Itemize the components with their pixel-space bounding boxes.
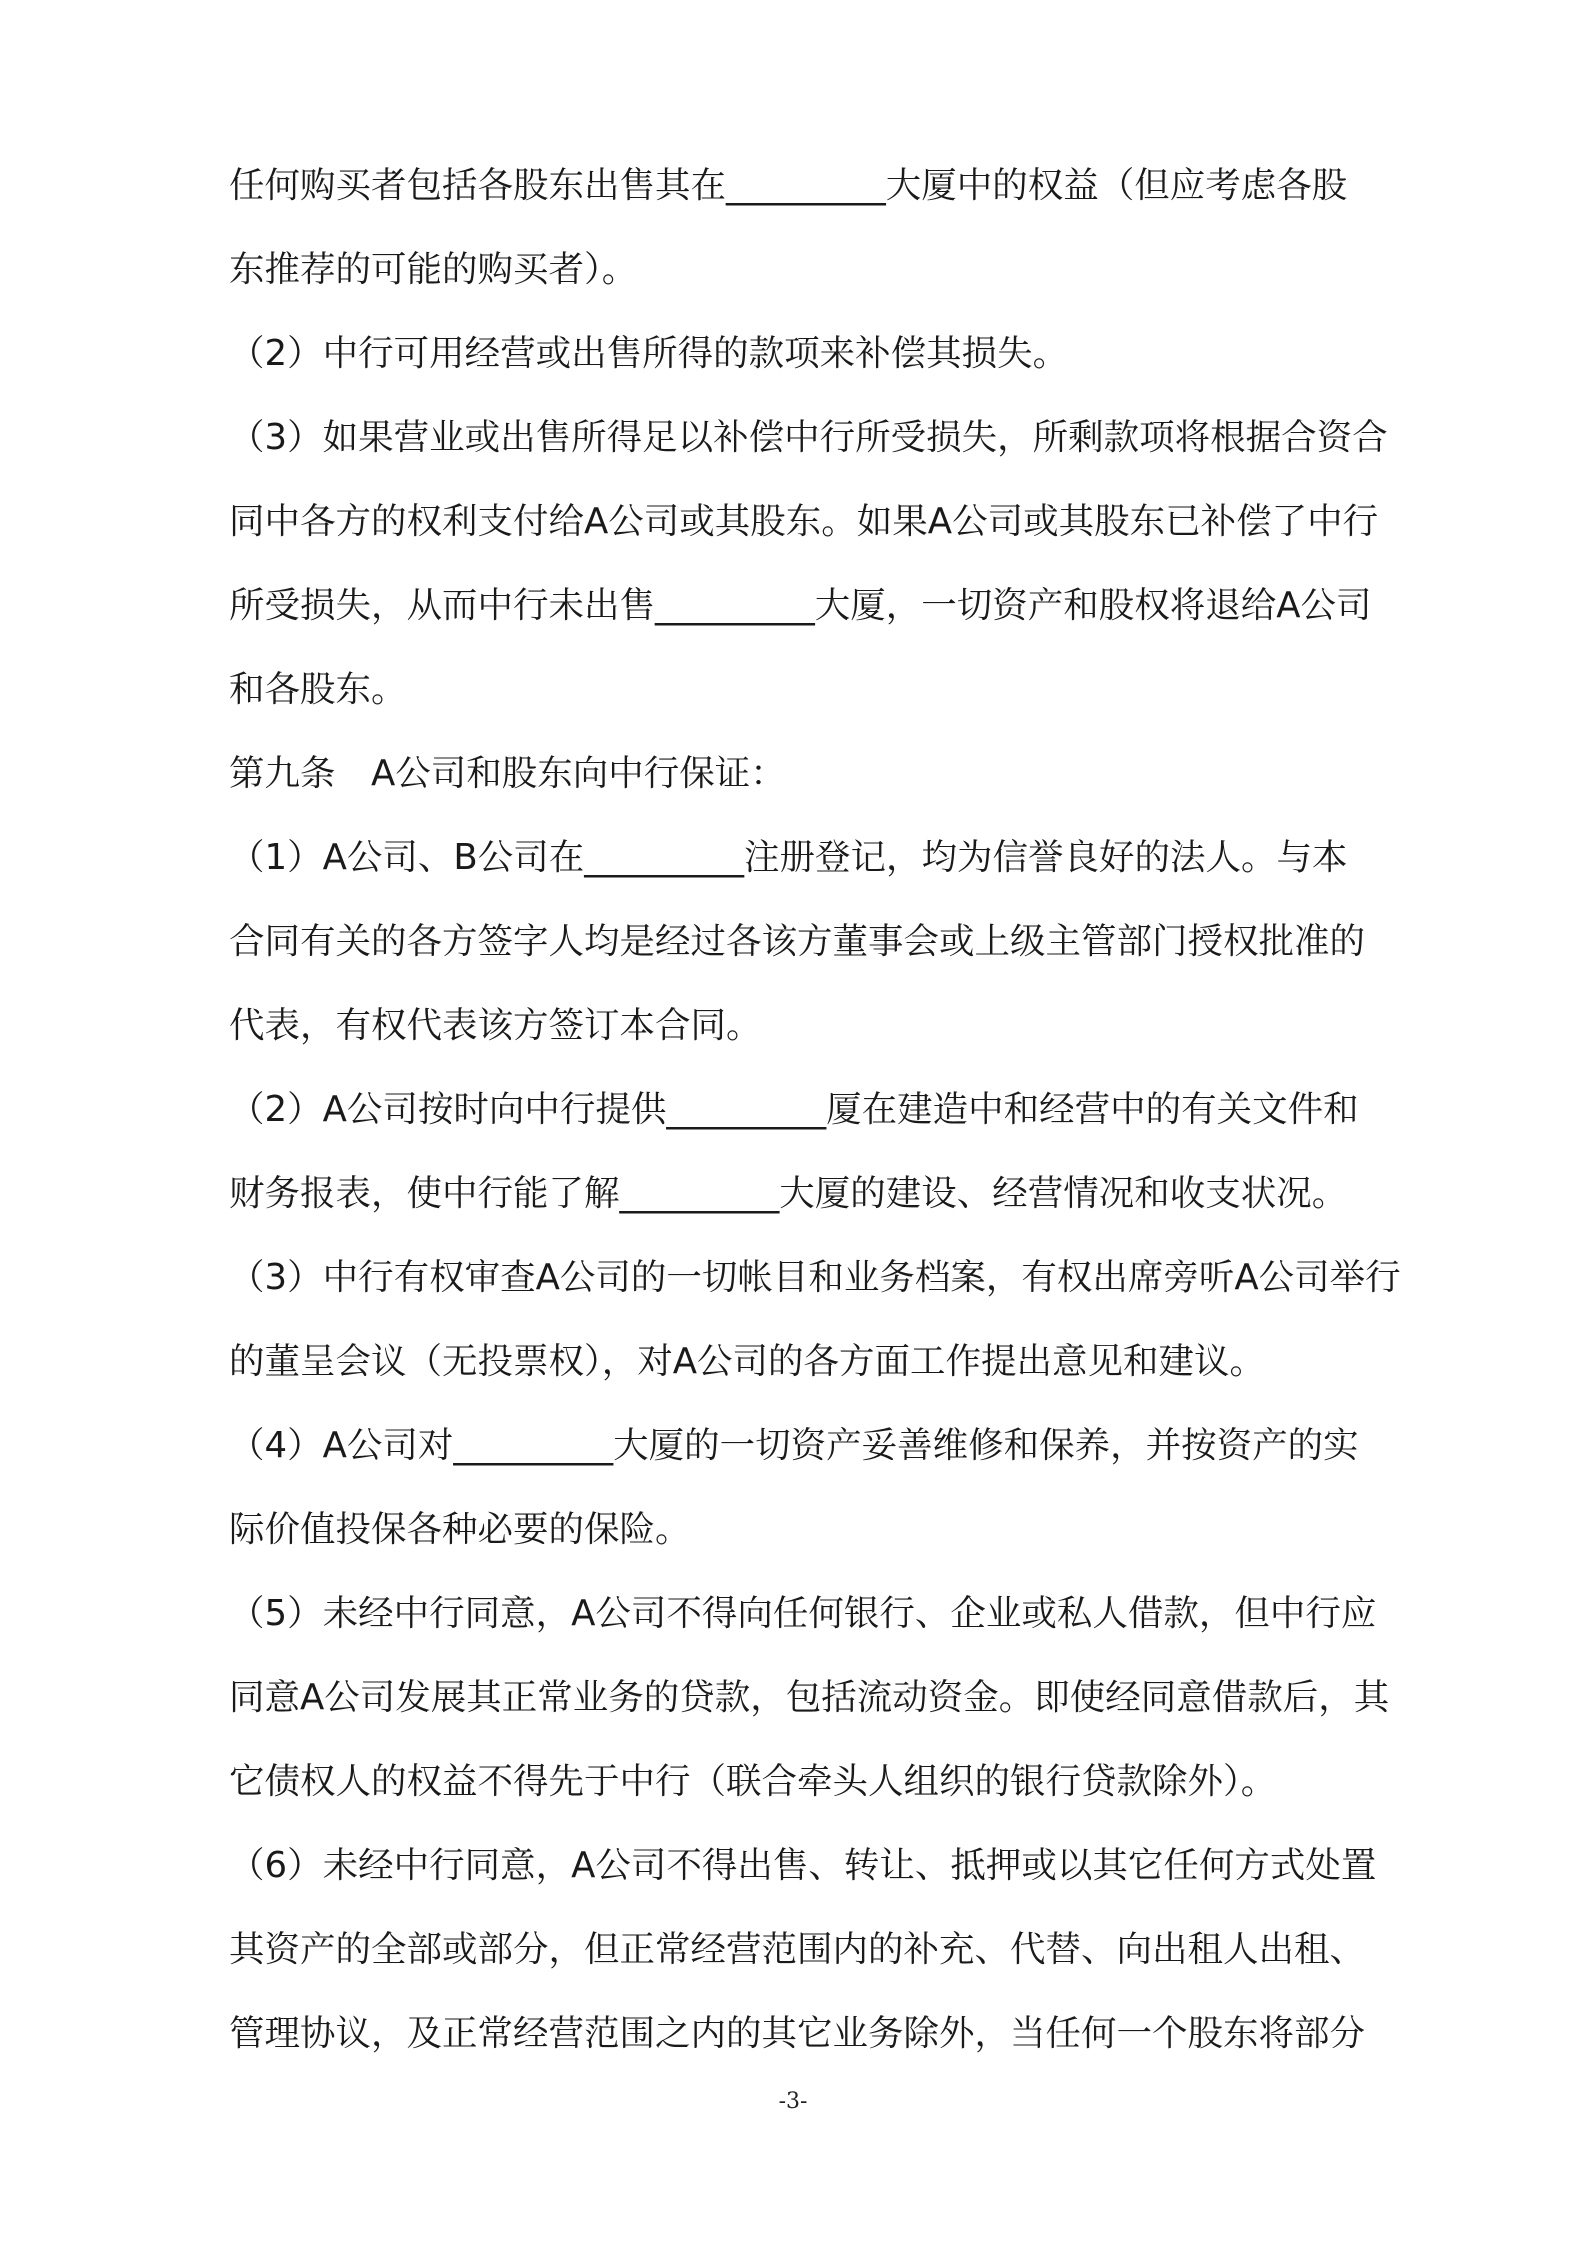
- text-line-9: （1）A公司、B公司在_________注册登记，均为信誉良好的法人。与本: [229, 837, 1348, 878]
- text-line-5: 同中各方的权利支付给A公司或其股东。如果A公司或其股东已补偿了中行: [229, 501, 1379, 542]
- article-heading: 第九条 A公司和股东向中行保证：: [229, 753, 786, 794]
- text-line-6: 所受损失，从而中行未出售_________大厦，一切资产和股权将退给A公司: [229, 585, 1372, 626]
- text-line-23: 管理协议，及正常经营范围之内的其它业务除外，当任何一个股东将部分: [229, 2013, 1366, 2054]
- text-line-12: （2）A公司按时向中行提供_________厦在建造中和经营中的有关文件和: [229, 1089, 1359, 1130]
- text-line-2: 东推荐的可能的购买者）。: [229, 249, 638, 290]
- text-line-11: 代表，有权代表该方签订本合同。: [229, 1005, 762, 1046]
- text-line-21: （6）未经中行同意，A公司不得出售、转让、抵押或以其它任何方式处置: [229, 1845, 1377, 1886]
- text-line-16: （4）A公司对_________大厦的一切资产妥善维修和保养，并按资产的实: [229, 1425, 1359, 1466]
- text-line-17: 际价值投保各种必要的保险。: [229, 1509, 691, 1550]
- text-line-1: 任何购买者包括各股东出售其在_________大厦中的权益（但应考虑各股: [229, 165, 1348, 206]
- text-line-15: 的董呈会议（无投票权），对A公司的各方面工作提出意见和建议。: [229, 1341, 1266, 1382]
- text-line-22: 其资产的全部或部分，但正常经营范围内的补充、代替、向出租人出租、: [229, 1929, 1366, 1970]
- text-line-10: 合同有关的各方签字人均是经过各该方董事会或上级主管部门授权批准的: [229, 921, 1366, 962]
- text-line-4: （3）如果营业或出售所得足以补偿中行所受损失，所剩款项将根据合资合: [229, 417, 1388, 458]
- text-line-19: 同意A公司发展其正常业务的贷款，包括流动资金。即使经同意借款后，其: [229, 1677, 1390, 1718]
- text-line-7: 和各股东。: [229, 669, 407, 710]
- text-line-14: （3）中行有权审查A公司的一切帐目和业务档案，有权出席旁听A公司举行: [229, 1257, 1401, 1298]
- page-number: -3-: [778, 2089, 808, 2114]
- text-line-18: （5）未经中行同意，A公司不得向任何银行、企业或私人借款，但中行应: [229, 1593, 1377, 1634]
- text-line-20: 它债权人的权益不得先于中行（联合牵头人组织的银行贷款除外）。: [229, 1761, 1277, 1802]
- text-line-13: 财务报表，使中行能了解_________大厦的建设、经营情况和收支状况。: [229, 1173, 1348, 1214]
- text-line-3: （2）中行可用经营或出售所得的款项来补偿其损失。: [229, 333, 1069, 374]
